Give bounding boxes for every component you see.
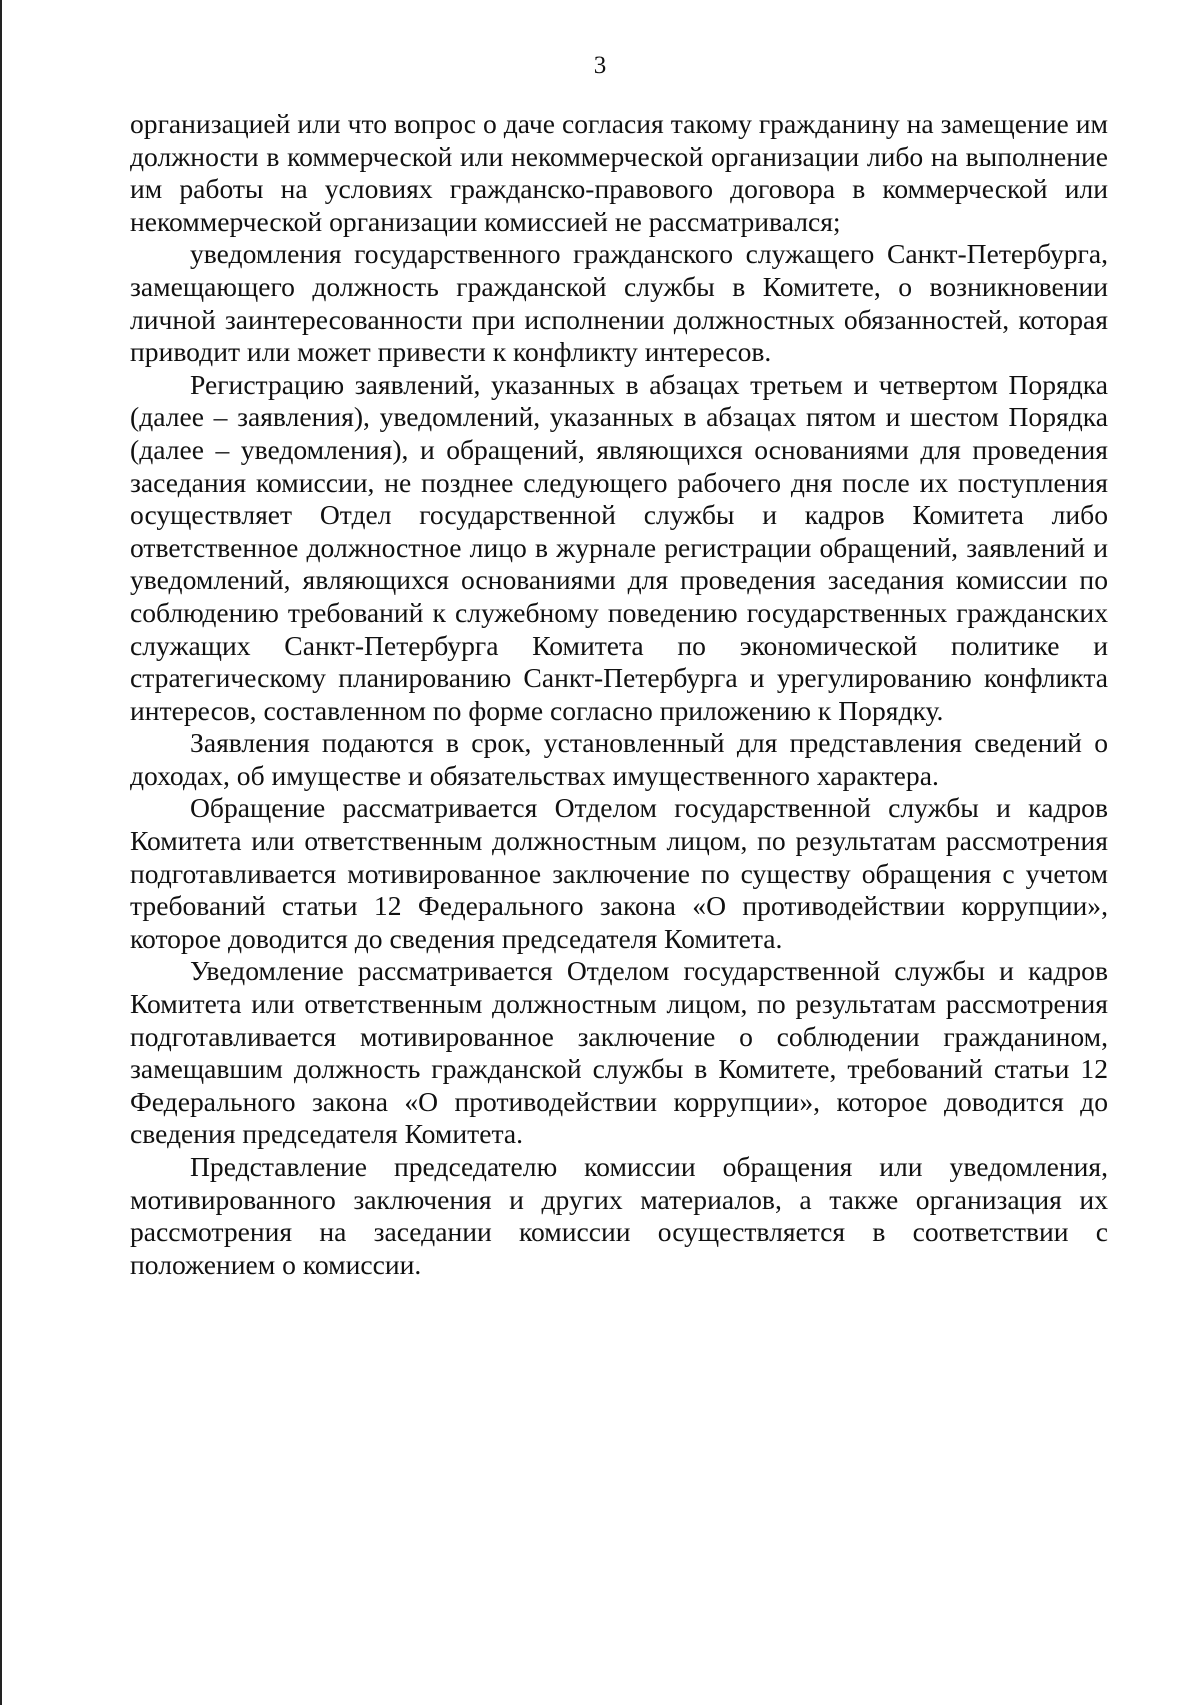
paragraph-statements-deadline: Заявления подаются в срок, установленный для представления сведений о доходах, об имуществе и обязательствах имущественного характера. xyxy=(130,727,1108,791)
document-body xyxy=(130,108,1108,1281)
paragraph-submission: Представление председателю комиссии обращения или уведомления, мотивированного заключения и других материалов, а также организация их рассмотрения на заседании комиссии осуществляется в соответствии с положением о комиссии. xyxy=(130,1151,1108,1280)
paragraph-notification-review: Уведомление рассматривается Отделом государственной службы и кадров Комитета или ответственным должностным лицом, по результатам рассмотрения подготавливается мотивированное заключение о соблюдении гражданином, замещавшим должность гражданской службы в Комитете, требований статьи 12 Федерального закона «О противодействии коррупции», которое доводится до сведения председателя Комитета. xyxy=(130,955,1108,1150)
paragraph-appeal-review: Обращение рассматривается Отделом государственной службы и кадров Комитета или ответственным должностным лицом, по результатам рассмотрения подготавливается мотивированное заключение по существу обращения с учетом требований статьи 12 Федерального закона «О противодействии коррупции», которое доводится до сведения председателя Комитета. xyxy=(130,792,1108,954)
page-number: 3 xyxy=(593,52,607,79)
paragraph-continuation: организацией или что вопрос о даче согласия такому гражданину на замещение им должности в коммерческой или некоммерческой организации либо на выполнение им работы на условиях гражданско-правового договора в коммерческой или некоммерческой организации комиссией не рассматривался; xyxy=(130,108,1108,237)
scan-edge xyxy=(0,0,2,1705)
paragraph-registration: Регистрацию заявлений, указанных в абзацах третьем и четвертом Порядка (далее – заявления), уведомлений, указанных в абзацах пятом и шестом Порядка (далее – уведомления), и обращений, являющихся основаниями для проведения заседания комиссии, не позднее следующего рабочего дня после их поступления осуществляет Отдел государственной службы и кадров Комитета либо ответственное должностное лицо в журнале регистрации обращений, заявлений и уведомлений, являющихся основаниями для проведения заседания комиссии по соблюдению требований к служебному поведению государственных гражданских служащих Санкт-Петербурга Комитета по экономической политике и стратегическому планированию Санкт-Петербурга и урегулированию конфликта интересов, составленном по форме согласно приложению к Порядку. xyxy=(130,368,1108,726)
paragraph-notification-conflict: уведомления государственного гражданского служащего Санкт-Петербурга, замещающего должность гражданской службы в Комитете, о возникновении личной заинтересованности при исполнении должностных обязанностей, которая приводит или может привести к конфликту интересов. xyxy=(130,238,1108,368)
